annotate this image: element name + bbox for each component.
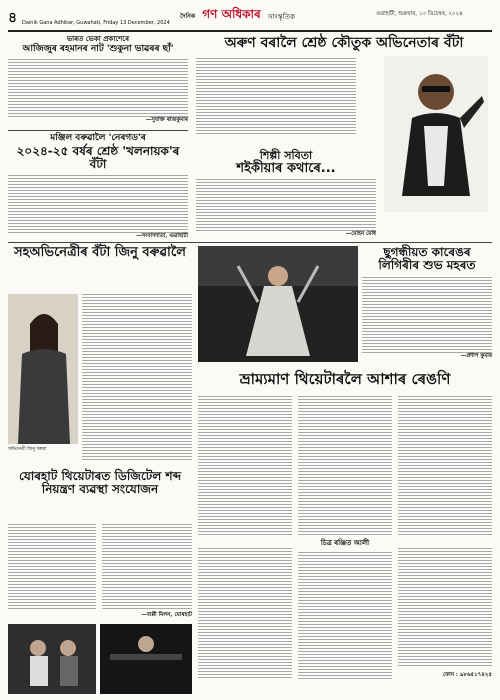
article-arun-bora[interactable] <box>196 36 492 148</box>
photo-event-left <box>8 624 96 694</box>
article-headline: ২০২৪-২৫ বৰ্ষৰ শ্ৰেষ্ঠ 'খলনায়ক'ৰ বঁটা <box>16 144 180 172</box>
article-byline: —বাপ্পী মিলন, যোৰহাট <box>141 612 192 618</box>
date-line: গুৱাহাটী, শুক্ৰবাৰ, ১৩ ডিচেম্বৰ, ২০২৪ <box>376 11 463 17</box>
brand-small: দৈনিক <box>180 13 196 20</box>
article-aziz[interactable] <box>8 36 188 128</box>
article-headline: শইকীয়াৰ কথাৰে... <box>236 160 336 176</box>
article-byline: —সুবক্তি ৰাজকুমাৰ <box>145 116 188 123</box>
article-sugandhiyat[interactable] <box>362 246 492 376</box>
article-sabita[interactable] <box>196 150 376 240</box>
photo-stage-performance <box>198 246 358 362</box>
newspaper-brand[interactable] <box>180 6 261 26</box>
article-headline: অৰুণ বৰালৈ শ্ৰেষ্ঠ কৌতুক অভিনেতাৰ বঁটা <box>224 35 464 51</box>
article-kicker: শিল্পী সবিতা <box>259 149 313 162</box>
article-kicker: মঞ্জিল বৰুৱালৈ 'নেৰগড'ৰ <box>50 133 146 143</box>
article-body-col5 <box>298 552 392 680</box>
article-body-col2 <box>298 396 392 536</box>
article-mobile-theatre[interactable] <box>198 372 492 694</box>
article-body-col6 <box>398 548 492 668</box>
article-headline: ভ্ৰাম্যমাণ থিয়েটাৰলৈ আশাৰ ৰেঙণি <box>239 370 451 388</box>
photo-arun-bora <box>384 56 488 212</box>
article-byline: —মোহন মেধি <box>345 231 376 238</box>
article-body-col4 <box>198 548 292 680</box>
article-headline: যোৰহাট থিয়েটাৰত ডিজিটেল শব্দ নিয়ন্ত্ৰণ ব্যৱস্থা সংযোজন <box>18 469 181 496</box>
article-kicker: ভাৰত ভেকা প্ৰকাশেৰে <box>66 35 130 43</box>
phone-number: ফোন : ৯৮৬৫১৭৪২৫ <box>442 672 492 678</box>
article-byline: —সংবাদদাতা, গুৱাহাটী <box>136 232 188 239</box>
article-headline: আজিজুৰ ৰহমানৰ নাট 'শুকুনা ভাৱৰৰ ছাঁ' <box>22 44 174 55</box>
edition-line: Dainik Gana Adhikar, Guwahati, Friday 13 December, 2024 <box>22 20 170 26</box>
article-body-left <box>8 524 96 610</box>
article-body <box>8 175 188 233</box>
article-body <box>8 59 188 117</box>
brand-name: গণ অধিকাৰ <box>202 7 261 21</box>
article-manjil[interactable] <box>8 133 188 239</box>
masthead <box>8 4 492 32</box>
divider <box>8 130 188 131</box>
article-headline: সহঅভিনেত্ৰীৰ বঁটা জিনু বৰুৱালৈ <box>14 245 186 260</box>
article-body <box>196 58 356 136</box>
photo-caption: অভিনেত্ৰী জিনু বৰুৱা <box>8 447 47 452</box>
article-jinu[interactable] <box>8 246 192 466</box>
section-label: সাংস্কৃতিক <box>268 13 295 21</box>
article-body-col1 <box>198 396 292 536</box>
article-body <box>362 277 492 353</box>
divider <box>8 242 492 243</box>
article-headline: ছুগন্ধীয়ত কাৰেঙৰ লিগিৰীৰ শুভ মহৰত <box>378 245 476 272</box>
article-body-col3 <box>398 396 492 536</box>
article-jorhat-theatre[interactable] <box>8 470 192 620</box>
photo-jinu <box>8 294 78 444</box>
page-number: ৪ <box>8 10 18 26</box>
article-body <box>196 179 376 231</box>
article-body <box>82 294 192 462</box>
photo-event-right <box>100 624 192 694</box>
article-byline: —প্ৰদীপ কুমাৰ <box>460 353 492 360</box>
article-subhead: চিত্ৰ ৰঞ্জিত আলী <box>320 539 370 547</box>
article-body-right <box>102 524 192 610</box>
